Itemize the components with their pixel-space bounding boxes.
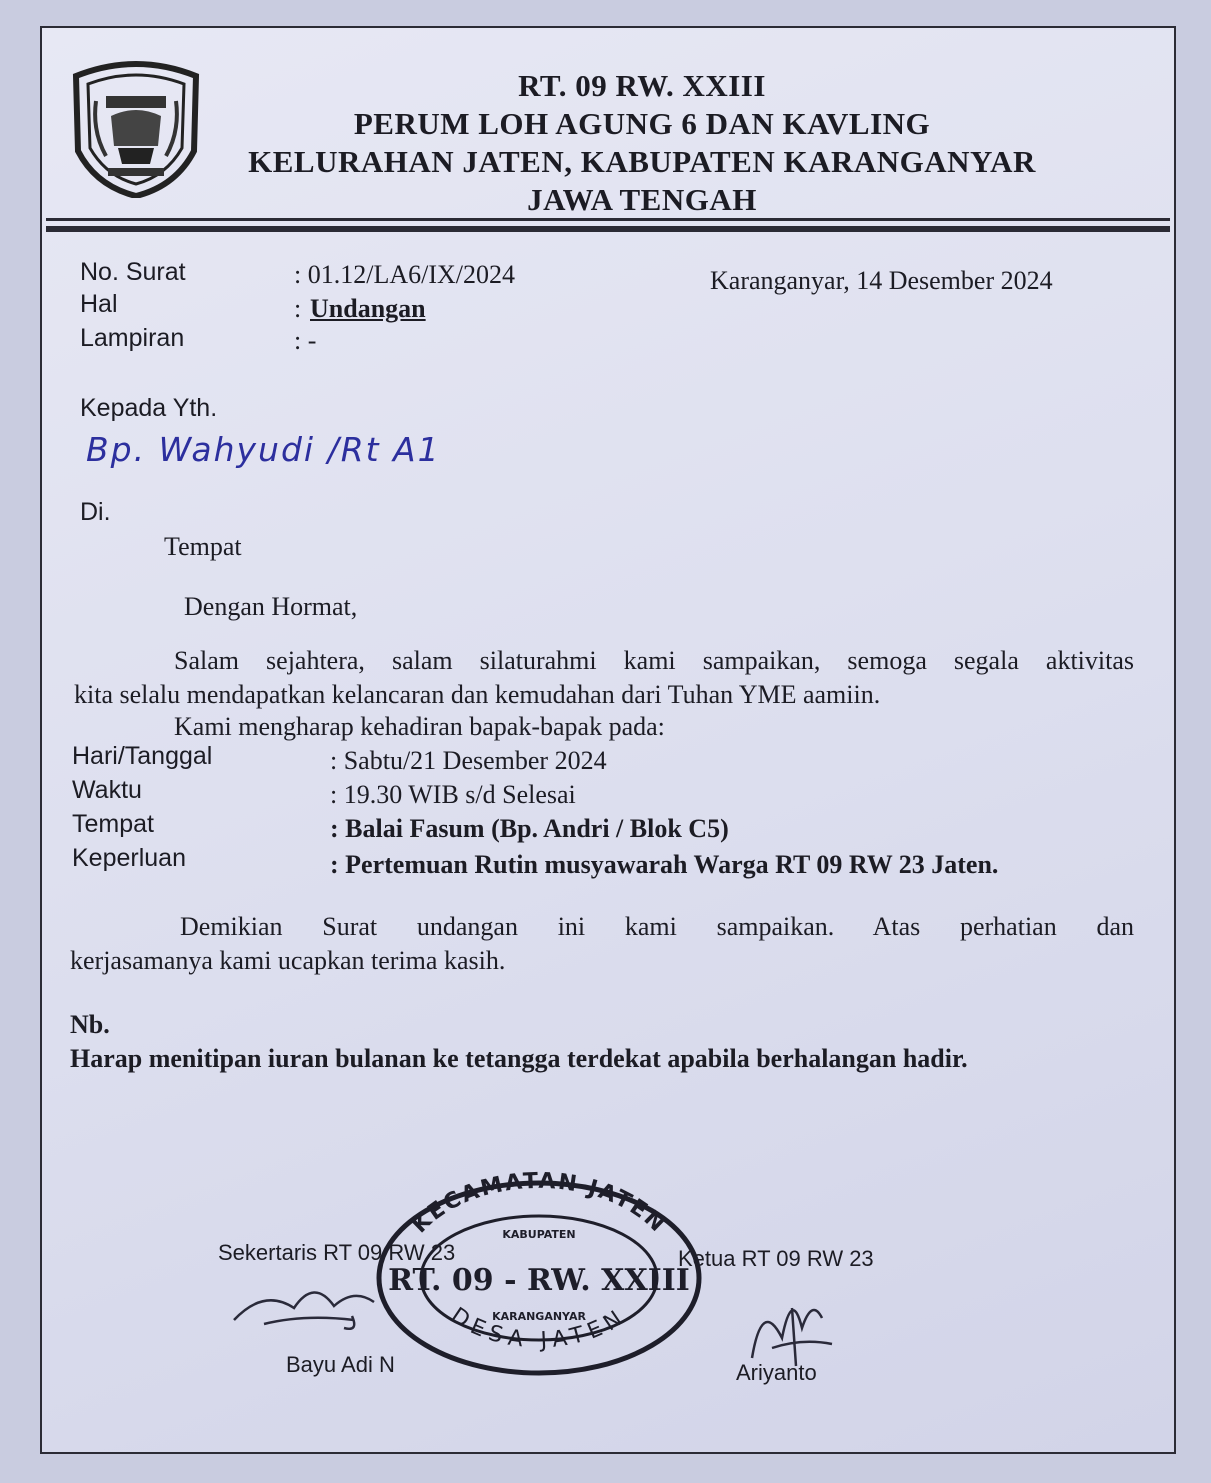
left-signer-name: Bayu Adi N bbox=[286, 1352, 395, 1377]
greeting: Dengan Hormat, bbox=[184, 592, 358, 621]
stamp-center-text: RT. 09 - RW. XXIII bbox=[388, 1263, 690, 1298]
stamp-sub-bottom: KARANGANYAR bbox=[492, 1310, 586, 1323]
right-signer-title: Ketua RT 09 RW 23 bbox=[678, 1246, 874, 1271]
regency-emblem-logo bbox=[66, 56, 206, 198]
hal-label: Hal bbox=[80, 290, 118, 318]
stamp-top-text: KECAMATAN JATEN bbox=[407, 1168, 671, 1239]
lampiran-value: : - bbox=[294, 326, 317, 355]
letterhead-line-3: KELURAHAN JATEN, KABUPATEN KARANGANYAR bbox=[248, 144, 1036, 179]
stamp-sub-top: KABUPATEN bbox=[502, 1228, 576, 1241]
right-signature bbox=[732, 1278, 842, 1368]
detail-label-waktu: Waktu bbox=[72, 776, 142, 804]
detail-value-keperluan: : Pertemuan Rutin musyawarah Warga RT 09 RW 23 Jaten. bbox=[330, 850, 999, 879]
detail-value-waktu: : 19.30 WIB s/d Selesai bbox=[330, 780, 576, 809]
hal-value: Undangan bbox=[310, 294, 426, 323]
closing-line2: kerjasamanya kami ucapkan terima kasih. bbox=[70, 946, 506, 975]
right-signer-name: Ariyanto bbox=[736, 1360, 817, 1385]
closing-line1: Demikian Surat undangan ini kami sampaikan. Atas perhatian dan bbox=[180, 912, 1134, 941]
letterhead-line-1: RT. 09 RW. XXIII bbox=[518, 68, 766, 103]
di-label: Di. bbox=[80, 498, 111, 526]
note-text: Harap menitipan iuran bulanan ke tetangga terdekat apabila berhalangan hadir. bbox=[70, 1044, 968, 1073]
place-date: Karanganyar, 14 Desember 2024 bbox=[710, 266, 1053, 295]
para1-line2: kita selalu mendapatkan kelancaran dan kemudahan dari Tuhan YME aamiin. bbox=[74, 680, 881, 709]
lampiran-label: Lampiran bbox=[80, 324, 185, 352]
para2: Kami mengharap kehadiran bapak-bapak pada: bbox=[174, 712, 665, 741]
letterhead-line-4: JAWA TENGAH bbox=[527, 182, 757, 217]
kepada-label: Kepada Yth. bbox=[80, 394, 218, 422]
tempat-label: Tempat bbox=[164, 532, 242, 561]
no-surat-label: No. Surat bbox=[80, 258, 186, 286]
no-surat-value: : 01.12/LA6/IX/2024 bbox=[294, 260, 515, 289]
letterhead-line-2: PERUM LOH AGUNG 6 DAN KAVLING bbox=[353, 106, 931, 141]
stamp-bottom-text: DESA JATEN bbox=[446, 1303, 632, 1354]
official-stamp bbox=[364, 1168, 714, 1378]
detail-label-keperluan: Keperluan bbox=[72, 844, 186, 872]
detail-value-tempat: : Balai Fasum (Bp. Andri / Blok C5) bbox=[330, 814, 729, 843]
note-title: Nb. bbox=[70, 1010, 110, 1039]
letter-sheet bbox=[40, 26, 1176, 1454]
para1-line1: Salam sejahtera, salam silaturahmi kami sampaikan, semoga segala aktivitas bbox=[174, 646, 1134, 675]
detail-label-hari: Hari/Tanggal bbox=[72, 742, 213, 770]
detail-label-tempat: Tempat bbox=[72, 810, 154, 838]
letterhead-rule-thin bbox=[46, 218, 1170, 221]
hal-colon: : bbox=[294, 294, 302, 323]
detail-value-hari: : Sabtu/21 Desember 2024 bbox=[330, 746, 607, 775]
letterhead-rule-thick bbox=[46, 226, 1170, 232]
left-signer-title: Sekertaris RT 09 RW 23 bbox=[218, 1240, 456, 1265]
recipient-name-handwritten: Bp. Wahyudi /Rt A1 bbox=[86, 430, 441, 469]
